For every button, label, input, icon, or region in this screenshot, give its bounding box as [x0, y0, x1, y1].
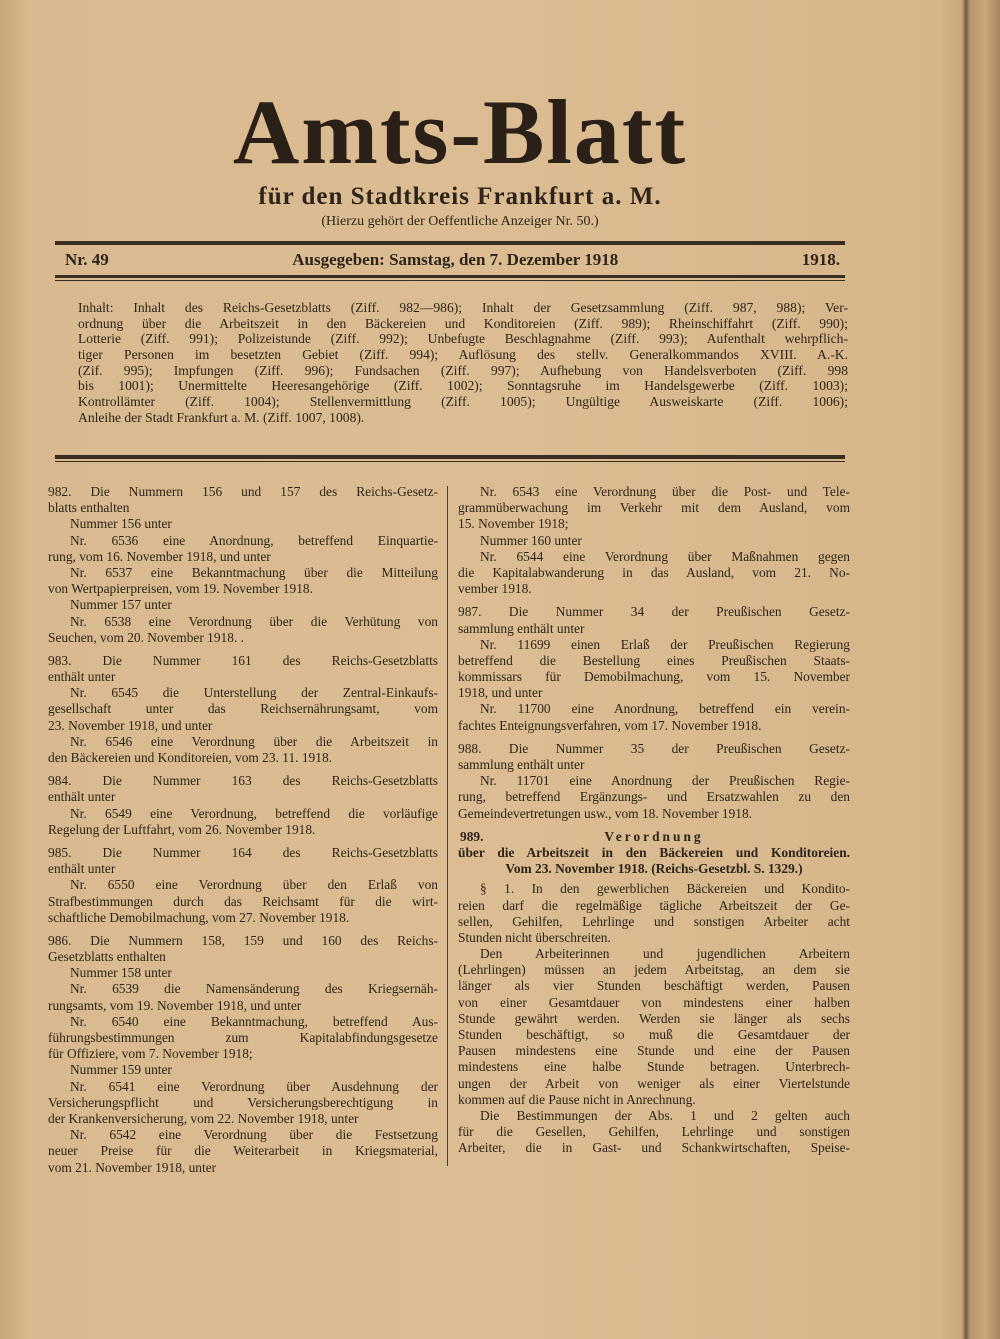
- text-line: Strafbestimmungen durch das Reichsamt für die wirt-: [48, 893, 438, 909]
- ordinance-date: Vom 23. November 1918. (Reichs-Gesetzbl. S. 1329.): [505, 861, 803, 877]
- text-line: Den Arbeiterinnen und jugendlichen Arbeitern: [480, 946, 850, 962]
- text-line: betreffend die Bestellung eines Preußischen Staats-: [458, 652, 850, 668]
- text-line: Gemeindevertretungen usw., vom 18. November 1918.: [458, 805, 753, 821]
- text-line: Arbeiter, die in Gast- und Schankwirtschaften, Speise-: [458, 1140, 850, 1156]
- article-block: [48, 1079, 438, 1128]
- table-of-contents: [78, 300, 848, 426]
- text-line: fachtes Enteignungsverfahren, vom 17. November 1918.: [458, 717, 762, 733]
- article-block: [48, 845, 438, 877]
- text-line: Nr. 6537 eine Bekanntmachung über die Mitteilung: [70, 564, 438, 580]
- article-block: [458, 484, 850, 533]
- text-line: 983. Die Nummer 161 des Reichs-Gesetzblatts: [48, 652, 438, 668]
- article-block: [48, 565, 438, 597]
- left-column: [48, 484, 438, 1176]
- ordinance-title-line: [458, 829, 850, 845]
- text-line: Seuchen, vom 20. November 1918. .: [48, 629, 244, 645]
- text-line: 985. Die Nummer 164 des Reichs-Gesetzblatts: [48, 844, 438, 860]
- article-block: [458, 637, 850, 702]
- text-line: Nr. 11699 einen Erlaß der Preußischen Regierung: [480, 636, 850, 652]
- issue-number: Nr. 49: [65, 250, 109, 269]
- article-block: [48, 653, 438, 685]
- text-line: 15. November 1918;: [458, 516, 569, 532]
- article-block: [458, 604, 850, 636]
- text-line: Nr. 6546 eine Verordnung über die Arbeitszeit in: [70, 733, 438, 749]
- masthead-subtitle: für den Stadtkreis Frankfurt a. M.: [258, 183, 662, 210]
- text-line: grammüberwachung im Verkehr mit dem Ausland, vom: [458, 500, 850, 516]
- text-line: rung, vom 16. November 1918, und unter: [48, 548, 271, 564]
- text-line: Nr. 6541 eine Verordnung über Ausdehnung der: [70, 1078, 438, 1094]
- text-line: blatts enthalten: [48, 500, 130, 516]
- article-block: [48, 965, 438, 981]
- text-line: vom 21. November 1918, unter: [48, 1159, 217, 1175]
- text-line: kommen auf die Pause nicht in Anrechnung.: [458, 1091, 696, 1107]
- issue-date: Ausgegeben: Samstag, den 7. Dezember 1918: [292, 250, 619, 269]
- article-block: [48, 516, 438, 532]
- text-line: Regelung der Luftfahrt, vom 26. November 1918.: [48, 821, 316, 837]
- text-line: gesellschaft unter das Reichsernährungsamt, vom: [48, 701, 438, 717]
- article-block: [458, 549, 850, 598]
- text-line: rung, betreffend Ergänzungs- und Ersatzwahlen zu den: [458, 789, 850, 805]
- article-block: [48, 614, 438, 646]
- contents-line: tiger Personen im besetzten Gebiet (Ziff. 994); Auflösung des stellv. Generalkommandos XVIII. A.-K.: [78, 347, 848, 363]
- text-line: Nr. 6545 die Unterstellung der Zentral-Einkaufs-: [70, 685, 438, 701]
- text-line: 984. Die Nummer 163 des Reichs-Gesetzblatts: [48, 773, 438, 789]
- issue-bar: [65, 250, 840, 272]
- right-column: [458, 484, 850, 1157]
- text-line: 23. November 1918, und unter: [48, 717, 213, 733]
- article-block: [48, 981, 438, 1013]
- text-line: ungen der Arbeit von weniger als einer Viertelstunde: [458, 1075, 850, 1091]
- contents-line: Lotterie (Ziff. 991); Polizeistunde (Ziff. 992); Unbefugte Beschlagnahme (Ziff. 993); Aufenthalt wehrpflich-: [78, 331, 848, 347]
- text-line: enthält unter: [48, 669, 116, 685]
- text-line: Nummer 158 unter: [70, 965, 172, 981]
- article-block: [48, 933, 438, 965]
- text-line: der Krankenversicherung, vom 22. November 1918, unter: [48, 1110, 359, 1126]
- issue-rule-thin: [55, 280, 845, 281]
- text-line: für die Gesellen, Gehilfen, Lehrlinge und sonstigen: [458, 1124, 850, 1140]
- text-line: Nr. 6549 eine Verordnung, betreffend die vorläufige: [70, 805, 438, 821]
- article-block: [458, 701, 850, 733]
- text-line: enthält unter: [48, 789, 116, 805]
- text-line: Stunden nicht überschreiten.: [458, 929, 611, 945]
- contents-line: Kontrollämter (Ziff. 1004); Stellenvermittlung (Ziff. 1005); Ungültige Ausweiskarte (Ziff. 1006);: [78, 394, 848, 410]
- text-line: reien darf die regelmäßige tägliche Arbeitszeit der Ge-: [458, 897, 850, 913]
- masthead-title: Amts-Blatt: [232, 81, 688, 183]
- article-block: [458, 773, 850, 822]
- article-block: [48, 734, 438, 766]
- ordinance-subheading: über die Arbeitszeit in den Bäckereien und Konditoreien.: [458, 844, 850, 860]
- text-line: den Bäckereien und Konditoreien, vom 23. 11. 1918.: [48, 750, 332, 765]
- text-line: vember 1918.: [458, 581, 532, 597]
- text-line: sellen, Gehilfen, Lehrlinge und sonstigen Arbeiter acht: [458, 913, 850, 929]
- ordinance-paragraph: [458, 881, 850, 946]
- text-line: Versicherungspflicht und Versicherungsberechtigung in: [48, 1094, 438, 1110]
- text-line: Gesetzblatts enthalten: [48, 949, 166, 965]
- text-line: länger als vier Stunden beschäftigt werden, Pausen: [458, 978, 850, 994]
- text-line: sammlung enthält unter: [458, 757, 585, 772]
- top-rule: [55, 241, 845, 245]
- text-line: führungsbestimmungen zum Kapitalabfindungsgesetze: [48, 1030, 438, 1045]
- text-line: sammlung enthält unter: [458, 620, 585, 636]
- contents-line: Anleihe der Stadt Frankfurt a. M. (Ziff. 1007, 1008).: [78, 409, 365, 425]
- issue-year: 1918.: [801, 250, 840, 269]
- text-line: 982. Die Nummern 156 und 157 des Reichs-Gesetz-: [48, 484, 438, 499]
- article-block: [48, 484, 438, 516]
- article-block: [48, 773, 438, 805]
- text-line: schaftliche Demobilmachung, vom 27. November 1918.: [48, 909, 350, 925]
- text-line: Nr. 6540 eine Bekanntmachung, betreffend Aus-: [70, 1013, 438, 1029]
- article-block: [48, 1127, 438, 1176]
- text-line: Pausen mindestens eine Stunde und eine der Pausen: [458, 1043, 850, 1059]
- text-line: von einer Gesamtdauer von mindestens einer halben: [458, 994, 850, 1010]
- text-line: 987. Die Nummer 34 der Preußischen Gesetz-: [458, 604, 850, 620]
- text-line: von Wertpapierpreisen, vom 19. November 1918.: [48, 581, 313, 597]
- text-line: § 1. In den gewerblichen Bäckereien und Kondito-: [480, 881, 850, 897]
- contents-rule-thick: [55, 455, 845, 459]
- text-line: Nummer 160 unter: [480, 532, 582, 548]
- text-line: Nr. 6538 eine Verordnung über die Verhütung von: [70, 613, 438, 629]
- text-line: mindestens eine halbe Stunde betragen. Unterbrech-: [458, 1059, 850, 1075]
- text-line: Nr. 6544 eine Verordnung über Maßnahmen gegen: [480, 548, 850, 564]
- ordinance-heading: [458, 829, 850, 878]
- text-line: Nr. 6543 eine Verordnung über die Post- und Tele-: [480, 484, 850, 499]
- ordinance-paragraph: [458, 946, 850, 1108]
- article-block: [48, 806, 438, 838]
- text-line: Stunden beschäftigt, so muß die Gesamtdauer der: [458, 1027, 850, 1042]
- article-block: [48, 1014, 438, 1063]
- text-line: die Kapitalabwanderung in das Ausland, vom 21. No-: [458, 564, 850, 580]
- text-line: kommissars für Demobilmachung, vom 15. November: [458, 669, 850, 685]
- text-line: Nr. 6542 eine Verordnung über die Festsetzung: [70, 1127, 438, 1143]
- text-line: enthält unter: [48, 861, 116, 877]
- masthead-note: (Hierzu gehört der Oeffentliche Anzeiger Nr. 50.): [321, 214, 599, 229]
- text-line: Die Bestimmungen der Abs. 1 und 2 gelten auch: [480, 1107, 850, 1123]
- text-line: (Lehrlingen) müssen an jedem Arbeitstag, an dem sie: [458, 962, 850, 978]
- text-line: 1918, und unter: [458, 685, 543, 701]
- ordinance-paragraph: [458, 1108, 850, 1157]
- contents-line: Inhalt: Inhalt des Reichs-Gesetzblatts (Ziff. 982—986); Inhalt der Gesetzsammlung (Ziff. 987, 988); Ver-: [78, 300, 848, 315]
- text-line: 988. Die Nummer 35 der Preußischen Gesetz-: [458, 740, 850, 756]
- text-line: Nr. 11701 eine Anordnung der Preußischen Regie-: [480, 773, 850, 789]
- article-block: [48, 685, 438, 734]
- article-block: [458, 533, 850, 549]
- article-block: [48, 1062, 438, 1078]
- article-block: [48, 877, 438, 926]
- issue-rule-thick: [55, 275, 845, 278]
- column-divider: [447, 486, 448, 1166]
- contents-rule-thin: [55, 461, 845, 462]
- ordinance-title: Verordnung: [604, 828, 704, 844]
- text-line: Nr. 11700 eine Anordnung, betreffend ein verein-: [480, 701, 850, 717]
- article-block: [48, 533, 438, 565]
- text-line: neuer Preise für die Weiterarbeit in Kriegsmaterial,: [48, 1143, 438, 1159]
- text-line: Nummer 157 unter: [70, 597, 172, 613]
- ordinance-number: 989.: [460, 828, 484, 844]
- text-line: Nr. 6550 eine Verordnung über den Erlaß von: [70, 877, 438, 893]
- contents-line: ordnung über die Arbeitszeit in den Bäckereien und Konditoreien (Ziff. 989); Rheinschiffahrt (Ziff. 990);: [78, 315, 848, 331]
- article-block: [48, 597, 438, 613]
- text-line: 986. Die Nummern 158, 159 und 160 des Reichs-: [48, 932, 438, 948]
- contents-line: (Zif. 995); Impfungen (Ziff. 996); Fundsachen (Ziff. 997); Aufhebung von Handelsverboten (Ziff. 998: [78, 362, 848, 378]
- text-line: Nr. 6536 eine Anordnung, betreffend Einquartie-: [70, 532, 438, 548]
- text-line: Nummer 159 unter: [70, 1062, 172, 1078]
- text-line: Stunde gewährt werden. Werden sie länger als sechs: [458, 1010, 850, 1026]
- text-line: für Offiziere, vom 7. November 1918;: [48, 1046, 253, 1062]
- text-line: Nr. 6539 die Namensänderung des Kriegsernäh-: [70, 981, 438, 997]
- article-block: [458, 741, 850, 773]
- text-line: rungsamts, vom 19. November 1918, und unter: [48, 997, 302, 1013]
- contents-line: bis 1001); Unermittelte Heeresangehörige (Ziff. 1002); Sonntagsruhe im Handelsgewerbe (Ziff. 1003);: [78, 378, 848, 394]
- text-line: Nummer 156 unter: [70, 516, 172, 532]
